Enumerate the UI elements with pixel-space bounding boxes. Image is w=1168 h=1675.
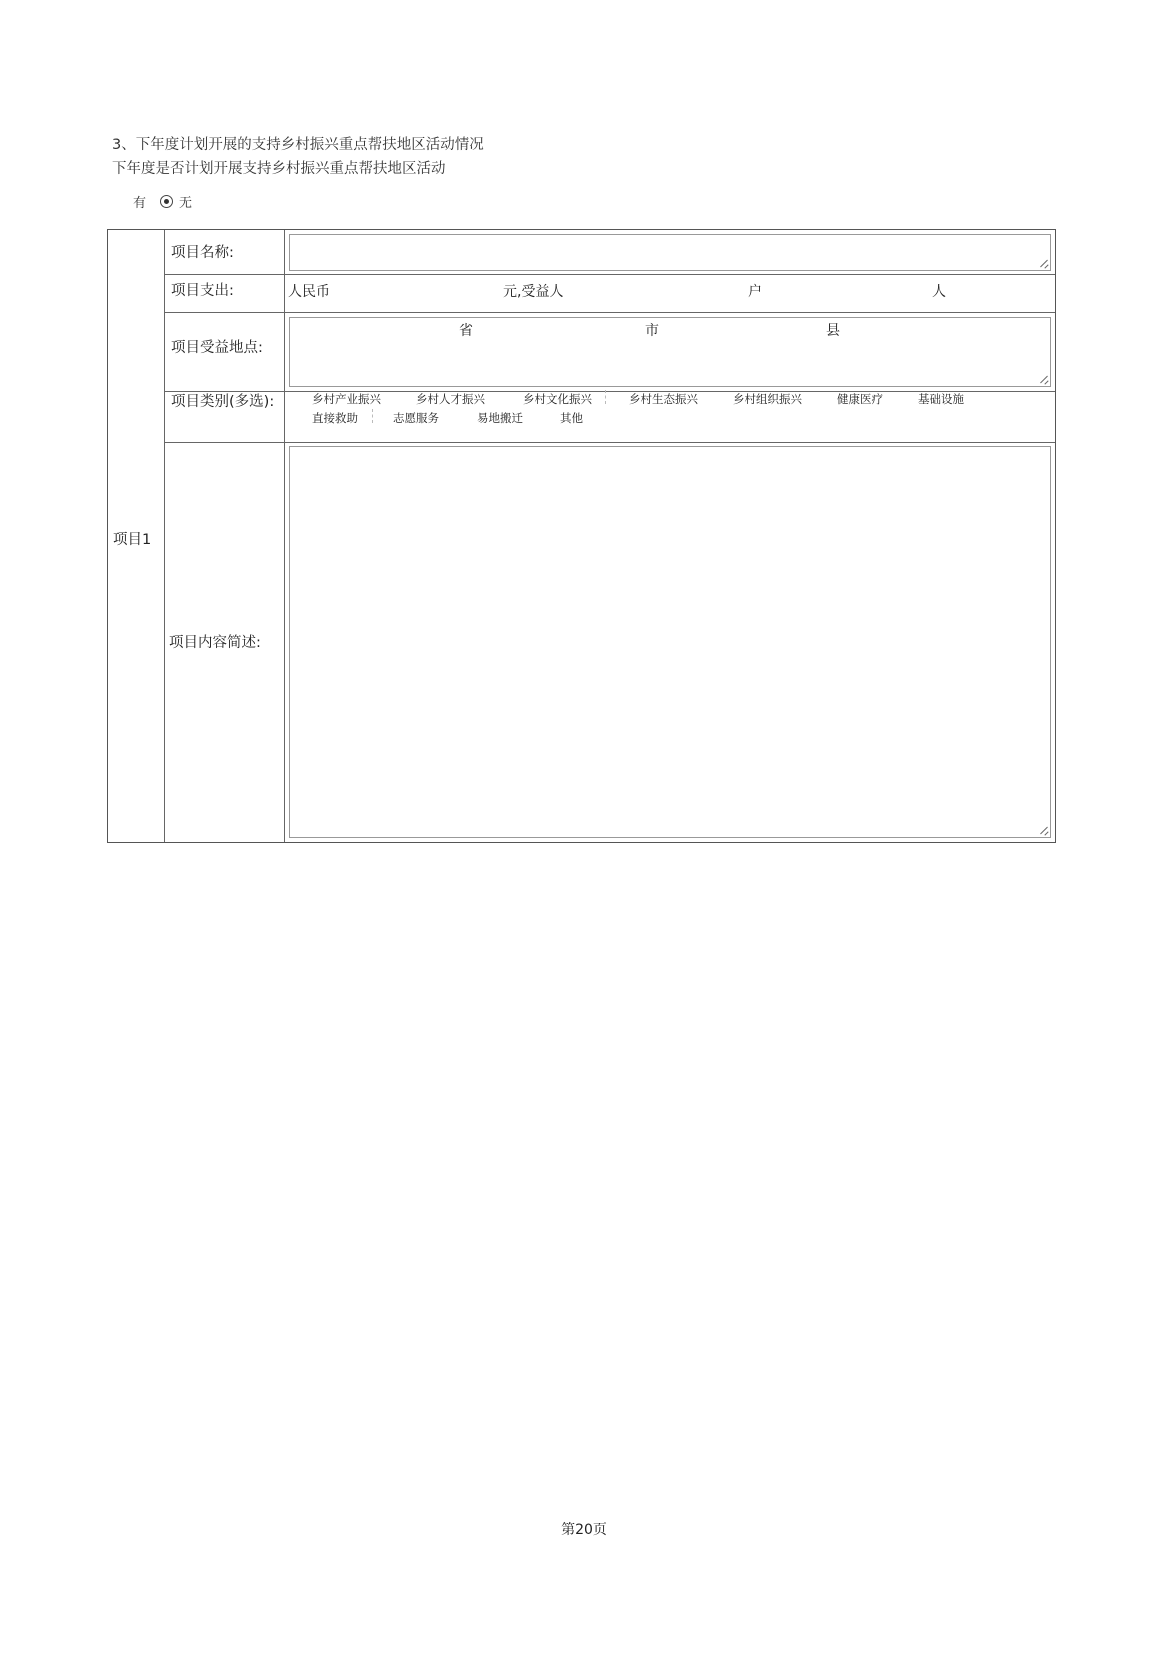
- project-name-label: 项目名称:: [171, 245, 234, 261]
- category-option[interactable]: 志愿服务: [393, 411, 439, 425]
- category-option[interactable]: 乡村生态振兴: [629, 392, 698, 406]
- project-description-label: 项目内容简述:: [169, 635, 261, 651]
- category-option[interactable]: 其他: [560, 411, 583, 425]
- category-option[interactable]: 直接救助: [312, 411, 358, 425]
- expense-unit-people: 人: [932, 284, 946, 300]
- plan-radio-group: [133, 192, 206, 211]
- category-option[interactable]: 乡村组织振兴: [733, 392, 802, 406]
- expense-unit-yuan: 元,受益人: [503, 284, 564, 300]
- beneficiary-households-input[interactable]: [590, 278, 740, 300]
- category-option[interactable]: 易地搬迁: [477, 411, 523, 425]
- project-description-input[interactable]: [289, 446, 1051, 838]
- section-heading: 3、下年度计划开展的支持乡村振兴重点帮扶地区活动情况: [112, 137, 484, 153]
- project-table: [107, 229, 1056, 843]
- expense-unit-households: 户: [748, 284, 762, 300]
- beneficiary-people-input[interactable]: [770, 278, 920, 300]
- project-expense-label: 项目支出:: [171, 283, 234, 299]
- project-location-label: 项目受益地点:: [171, 340, 263, 356]
- expense-amount-input[interactable]: [340, 278, 490, 300]
- plan-question: 下年度是否计划开展支持乡村振兴重点帮扶地区活动: [112, 161, 446, 177]
- location-city: 市: [645, 323, 659, 339]
- resize-grip-icon[interactable]: [1038, 825, 1048, 835]
- location-province: 省: [459, 323, 473, 339]
- expense-currency: 人民币: [288, 284, 330, 300]
- category-option[interactable]: 基础设施: [918, 392, 964, 406]
- resize-grip-icon[interactable]: [1038, 374, 1048, 384]
- radio-option-yes[interactable]: 有: [133, 196, 147, 211]
- project-location-input[interactable]: [289, 317, 1051, 387]
- category-option[interactable]: 乡村人才振兴: [416, 392, 485, 406]
- resize-grip-icon[interactable]: [1038, 258, 1048, 268]
- project-label: 项目1: [113, 532, 152, 548]
- project-name-input[interactable]: [289, 234, 1051, 271]
- project-category-label: 项目类别(多选):: [171, 394, 275, 410]
- category-option[interactable]: 乡村产业振兴: [312, 392, 381, 406]
- location-county: 县: [826, 323, 840, 339]
- category-option[interactable]: 乡村文化振兴: [523, 392, 592, 406]
- radio-option-no[interactable]: 无: [179, 196, 193, 211]
- radio-selected-icon[interactable]: [160, 195, 173, 208]
- category-option[interactable]: 健康医疗: [837, 392, 883, 406]
- page-number: 第20页: [561, 1522, 607, 1538]
